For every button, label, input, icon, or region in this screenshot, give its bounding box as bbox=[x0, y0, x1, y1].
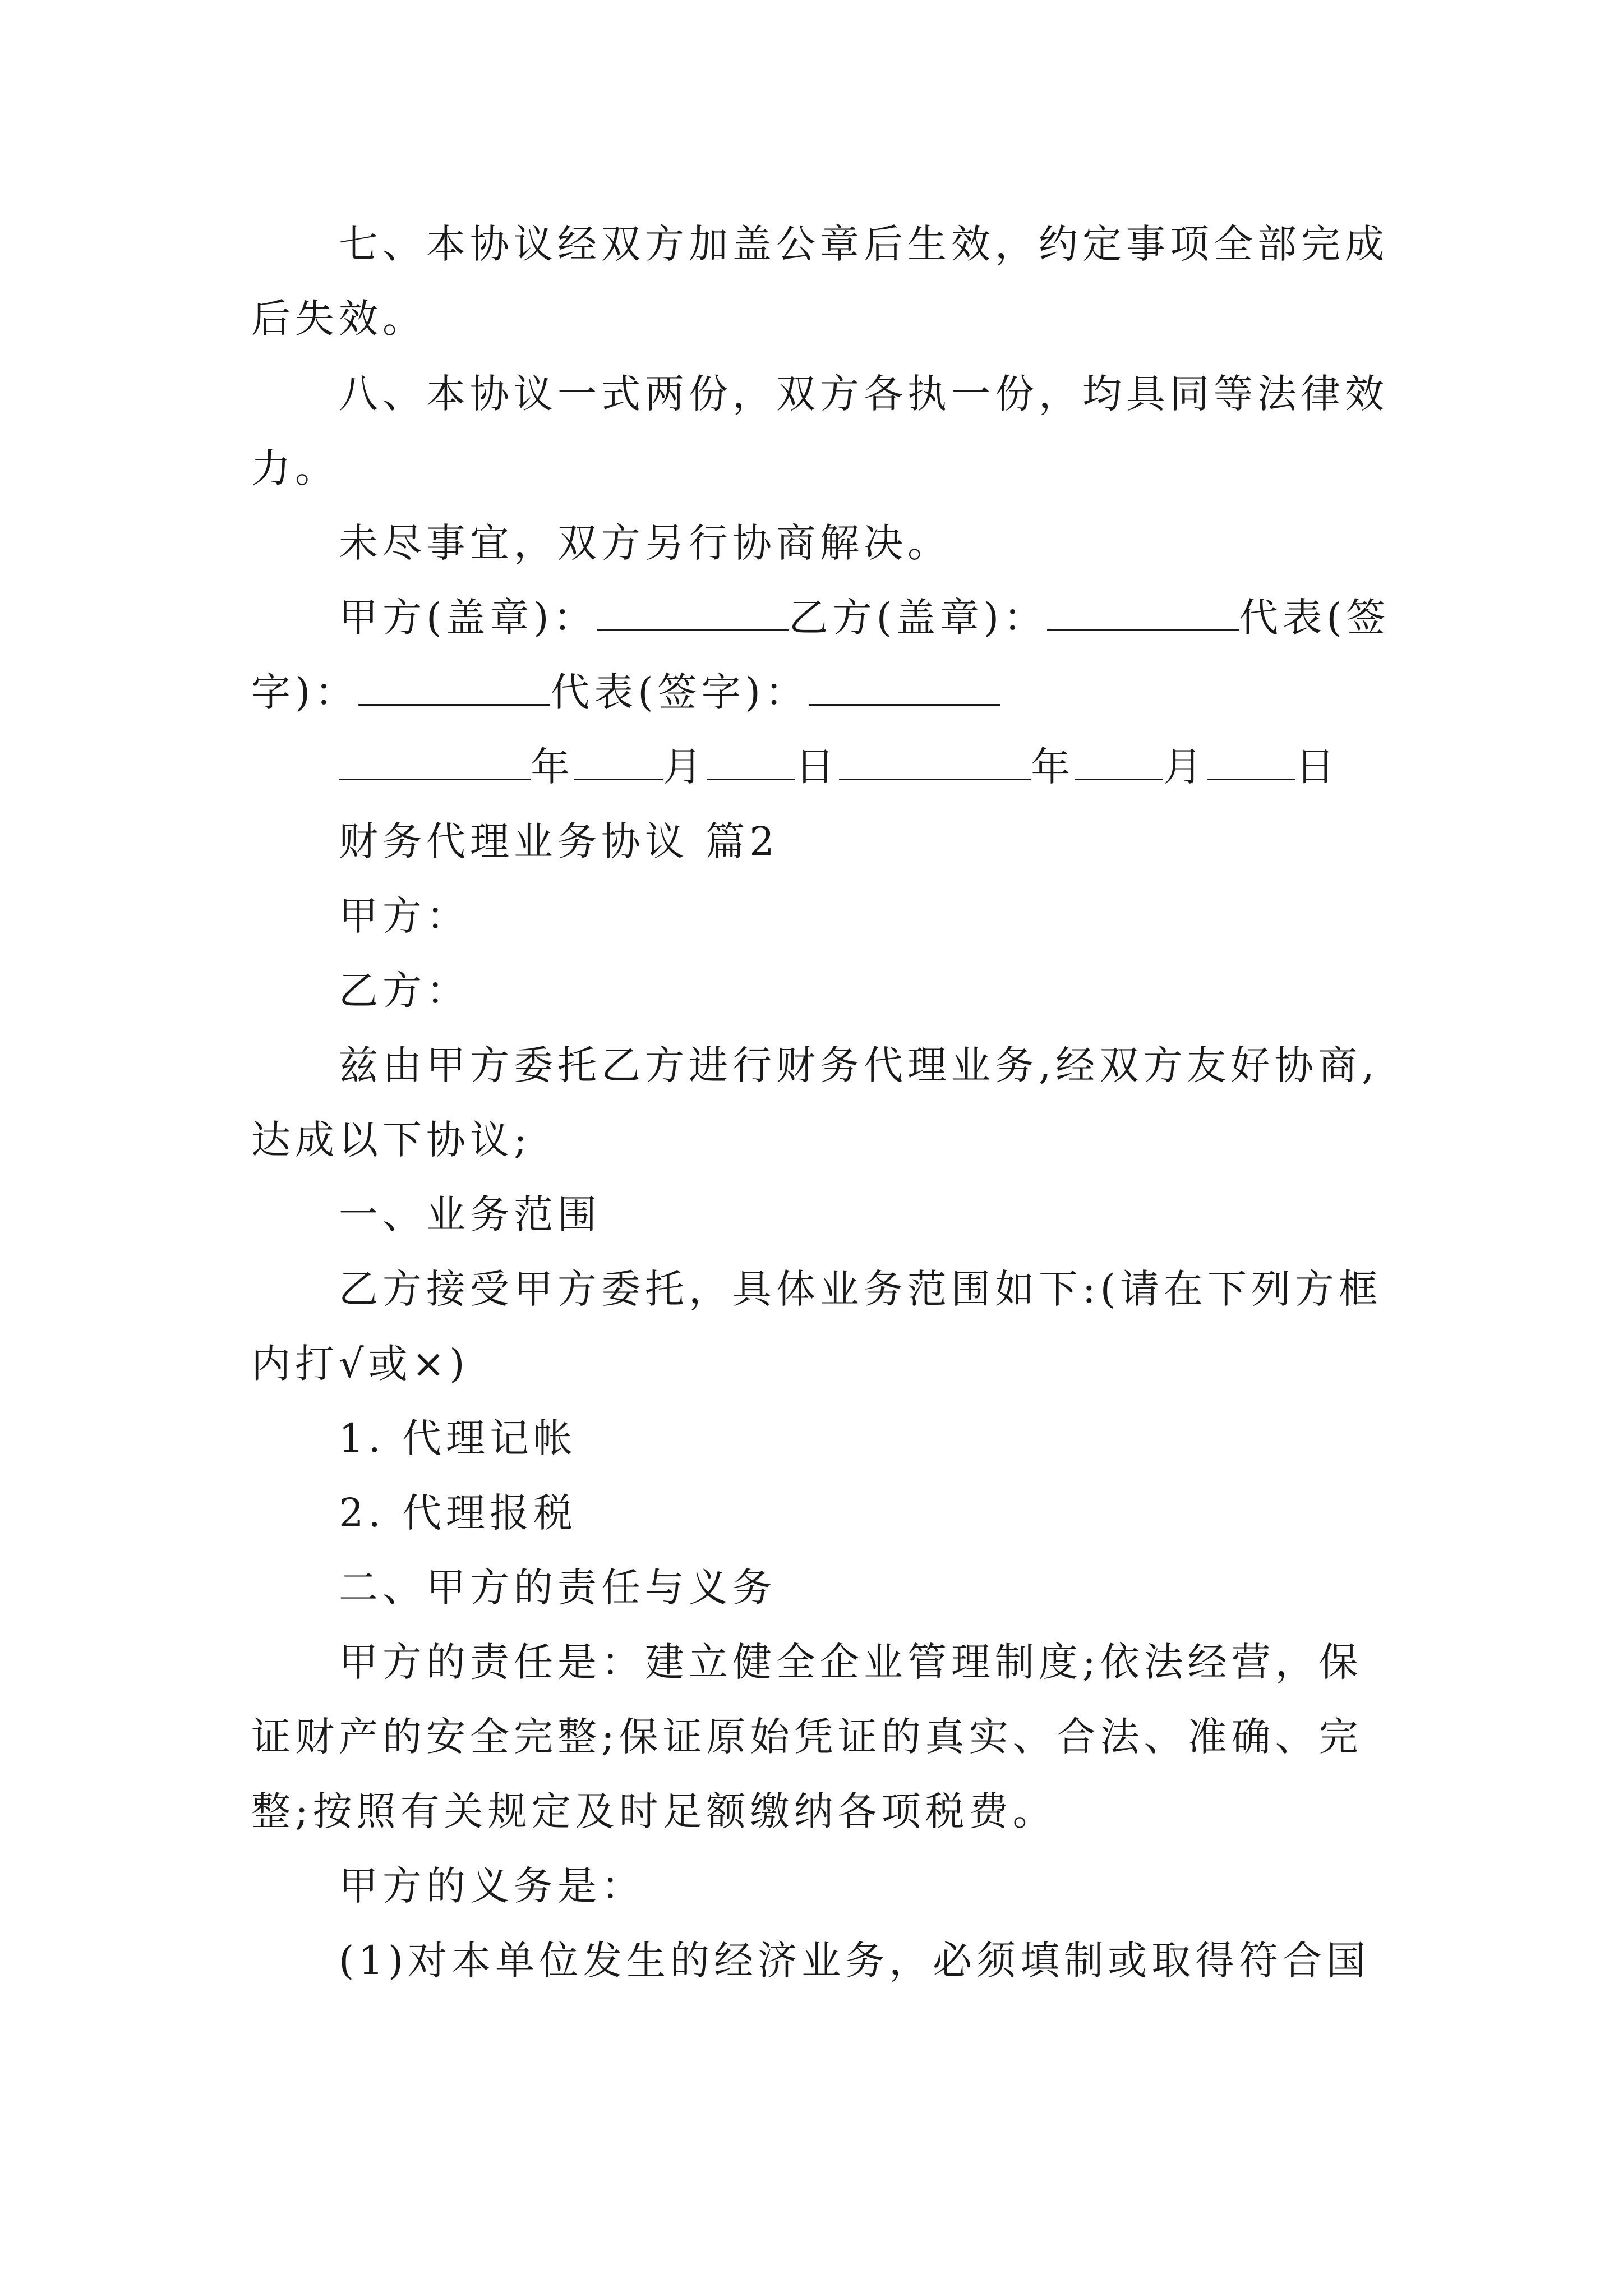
section-heading: 财务代理业务协议 篇2 bbox=[339, 818, 779, 864]
month-label-2: 月 bbox=[1163, 744, 1207, 790]
obligation-item-1: (1)对本单位发生的经济业务，必须填制或取得符合国 bbox=[339, 1938, 1371, 1984]
heading-business-scope: 一、业务范围 bbox=[339, 1191, 601, 1237]
party-b-seal-label: 乙方(盖章)： bbox=[789, 595, 1048, 641]
clause-8-line-1: 八、本协议一式两份，双方各执一份，均具同等法律效 bbox=[339, 371, 1389, 417]
party-a-seal-blank bbox=[597, 597, 789, 631]
responsibility-line-3: 整;按照有关规定及时足额缴纳各项税费。 bbox=[251, 1788, 1057, 1834]
clause-7-line-1: 七、本协议经双方加盖公章后生效，约定事项全部完成 bbox=[339, 221, 1389, 267]
party-a-label: 甲方： bbox=[339, 893, 470, 939]
heading-party-a-duties: 二、甲方的责任与义务 bbox=[339, 1565, 776, 1611]
clause-8-line-2: 力。 bbox=[251, 445, 339, 491]
responsibility-line-2: 证财产的安全完整;保证原始凭证的真实、合法、准确、完 bbox=[251, 1714, 1363, 1760]
preamble-line-2: 达成以下协议; bbox=[251, 1117, 532, 1163]
party-b-seal-blank bbox=[1047, 597, 1239, 631]
preamble-line-1: 兹由甲方委托乙方进行财务代理业务,经双方友好协商, bbox=[339, 1042, 1379, 1088]
date-line bbox=[339, 739, 1339, 795]
representative-label-end: 字)： bbox=[251, 669, 359, 715]
representative-label-start: 代表(签 bbox=[1239, 595, 1390, 641]
day-label-1: 日 bbox=[795, 744, 839, 790]
party-b-rep-label: 代表(签字)： bbox=[550, 669, 809, 715]
day-blank-2 bbox=[1207, 746, 1295, 780]
party-b-label: 乙方： bbox=[339, 968, 470, 1014]
scope-item-2: 2. 代理报税 bbox=[339, 1490, 578, 1536]
signature-line-2 bbox=[251, 664, 1000, 720]
scope-item-1: 1. 代理记帐 bbox=[339, 1415, 578, 1461]
scope-line-1: 乙方接受甲方委托，具体业务范围如下:(请在下列方框 bbox=[339, 1266, 1382, 1312]
month-blank-1 bbox=[574, 746, 663, 780]
day-blank-1 bbox=[707, 746, 795, 780]
signature-line-1 bbox=[339, 590, 1390, 646]
year-label-2: 年 bbox=[1031, 744, 1075, 790]
responsibility-line-1: 甲方的责任是：建立健全企业管理制度;依法经营，保 bbox=[339, 1639, 1363, 1685]
clause-7-line-2: 后失效。 bbox=[251, 296, 426, 342]
day-label-2: 日 bbox=[1295, 744, 1339, 790]
year-blank-2 bbox=[839, 746, 1031, 780]
obligation-heading: 甲方的义务是： bbox=[339, 1863, 645, 1909]
misc-clause: 未尽事宜，双方另行协商解决。 bbox=[339, 520, 951, 566]
scope-line-2: 内打√或×) bbox=[251, 1341, 469, 1387]
party-b-rep-blank bbox=[809, 671, 1000, 706]
month-label-1: 月 bbox=[663, 744, 707, 790]
year-label-1: 年 bbox=[531, 744, 574, 790]
month-blank-2 bbox=[1075, 746, 1163, 780]
party-a-rep-blank bbox=[358, 671, 550, 706]
year-blank-1 bbox=[339, 746, 531, 780]
party-a-seal-label: 甲方(盖章)： bbox=[339, 595, 597, 641]
